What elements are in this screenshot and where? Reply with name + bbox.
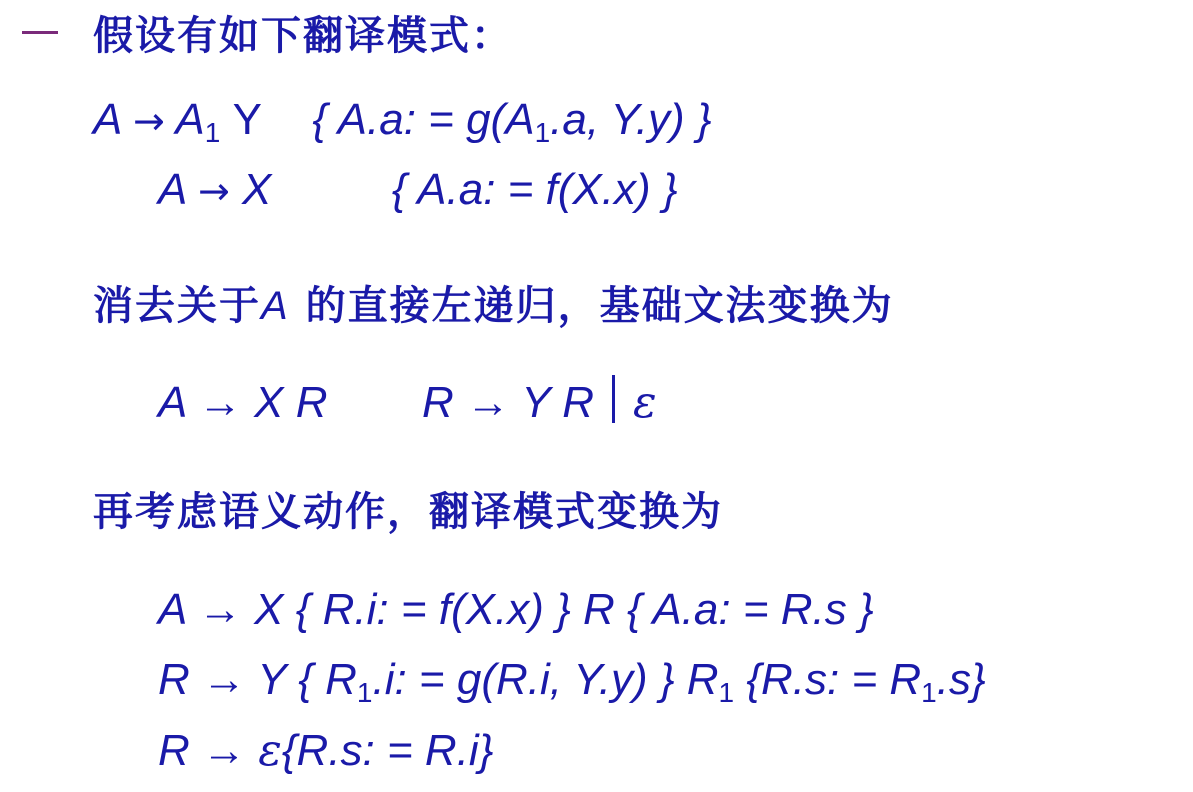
rule-new2-c-sub: 1 — [921, 677, 937, 708]
rule1-rhs-a-sub: 1 — [204, 117, 221, 148]
rule2-lhs: A — [158, 165, 186, 214]
rule-original-2 — [158, 165, 678, 215]
rule-new-1: A → X { R.i: = f(X.x) } R { A.a: = R.s } — [158, 585, 874, 634]
transformed-grammar — [158, 375, 657, 428]
rule-new-2 — [158, 655, 986, 709]
rule1-rhs-a: A — [175, 95, 205, 144]
rule-new2-b: .i: = g(R.i, Y.y) } R — [372, 655, 719, 704]
rule1-rhs-b: Y — [232, 95, 262, 144]
rule2-rhs: X — [242, 165, 272, 214]
rule-new3-action: {R.s: = R.i} — [281, 726, 494, 775]
heading-text: 假设有如下翻译模式： — [93, 12, 513, 59]
paragraph-eliminate-left-recursion — [93, 274, 894, 331]
rule-new3-lhs: R → — [158, 726, 259, 775]
rule1-lhs: A — [93, 95, 121, 144]
rule-new3-epsilon: ε — [258, 725, 282, 776]
rule-new2-b-sub: 1 — [718, 677, 735, 708]
rule1-action-sub: 1 — [534, 117, 551, 148]
arrow-icon: → — [197, 169, 230, 213]
arrow-icon: → — [132, 99, 165, 143]
grammar-right: R → Y R — [421, 378, 594, 427]
para1-post: 的直接左递归，基础文法变换为 — [289, 282, 894, 329]
rule-new2-a-sub: 1 — [356, 677, 373, 708]
rule-new2-a: R → Y { R — [158, 655, 357, 704]
rule1-action-post: .a, Y.y) } — [550, 95, 712, 144]
rule1-action-pre: { A.a: = g(A — [312, 95, 535, 144]
paragraph-semantic-actions: 再考虑语义动作，翻译模式变换为 — [93, 488, 723, 535]
grammar-epsilon: ε — [632, 377, 657, 428]
rule-new-3 — [158, 725, 493, 776]
para1-pre: 消去关于 — [93, 282, 261, 329]
para1-symbol: A — [261, 284, 290, 328]
rule-new2-d: .s} — [936, 655, 986, 704]
rule-new2-c: {R.s: = R — [734, 655, 922, 704]
bullet-dash — [22, 31, 58, 34]
alternative-bar — [612, 375, 615, 423]
rule2-action: { A.a: = f(X.x) } — [391, 165, 678, 214]
rule-original-1 — [93, 95, 712, 149]
grammar-left: A → X R — [158, 378, 328, 427]
